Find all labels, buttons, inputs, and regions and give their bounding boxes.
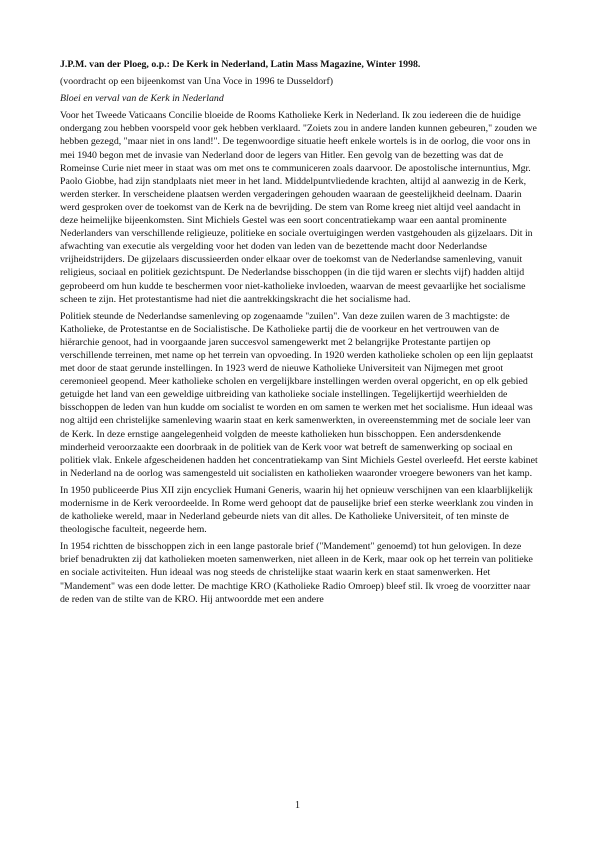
paragraph: Voor het Tweede Vaticaans Concilie bloeide de Rooms Katholieke Kerk in Nederland. Ik zou iedereen die de huidige ondergang zou hebben voorspeld voor gek hebben verklaard. "Zoiets zou in andere landen kunnen gebeuren," zouden we hebben gezegd, "maar niet in ons land!". De tegenwoordige situatie heeft enkele wortels is in de oorlog, die voor ons in mei 1940 begon met de invasie van Nederland door de legers van Hitler. Een gevolg van de bezetting was dat de Romeinse Curie niet meer in staat was om met ons te communiceren zoals daarvoor. De apostolische internuntius, Mgr. Paolo Giobbe, had zijn standplaats niet meer in het land. Middelpuntvliedende krachten, altijd al aanwezig in de Kerk, werden sterker. In verscheidene plaatsen werden vergaderingen gehouden waaraan de geestelijkheid deelnam. Daarin werd gesproken over de toekomst van de Kerk na de bevrijding. De stem van Rome kreeg niet altijd veel aandacht in deze heimelijke bijeenkomsten. Sint Michiels Gestel was een soort concentratiekamp waar een aantal prominente Nederlanders van verschillende religieuze, politieke en sociale overtuigingen werden vastgehouden als gijzelaars. Dit in afwachting van executie als vergelding voor het doden van leden van de bezettende macht door Nederlandse vrijheidstrijders. De gijzelaars discussieerden onder elkaar over de toekomst van de Nederlandse samenleving, vanuit religieus, sociaal en politiek gezichtspunt. De Nederlandse bisschoppen (in die tijd waren er slechts vijf) hadden altijd geprobeerd om hun kudde te beschermen voor niet-katholieke invloeden, waarvan de meest gevaarlijke het socialisme scheen te zijn. Het protestantisme had niet die aantrekkingskracht die het socialisme had. <box>60 110 537 305</box>
page-number: 1 <box>295 800 300 811</box>
document-title: J.P.M. van der Ploeg, o.p.: De Kerk in Nederland, Latin Mass Magazine, Winter 1998. <box>60 59 421 70</box>
section-heading: Bloei en verval van de Kerk in Nederland <box>60 93 224 105</box>
page-content <box>60 58 540 610</box>
paragraph: In 1954 richtten de bisschoppen zich in een lange pastorale brief ("Mandement" genoemd) tot hun gelovigen. In deze brief benadrukten zij dat katholieken moeten samenwerken, niet alleen in de Kerk, maar ook op het terrein van politieke en sociale activiteiten. Hun ideaal was nog steeds de christelijke staat waarin kerk en staat samenwerken. Het "Mandement" was een dode letter. De machtige KRO (Katholieke Radio Omroep) bleef stil. Ik vroeg de voorzitter naar de reden van de stilte van de KRO. Hij antwoordde met een andere <box>60 541 533 605</box>
paragraph: Politiek steunde de Nederlandse samenleving op zogenaamde "zuilen". Van deze zuilen waren de 3 machtigste: de Katholieke, de Protestantse en de Socialistische. De Katholieke partij die de voorkeur en het vertrouwen van de hiërarchie genoot, had in voorgaande jaren succesvol samengewerkt met 2 belangrijke Protestante partijen op verschillende terreinen, met name op het terrein van opvoeding. In 1920 werden katholieke scholen op een lijn geplaatst met door de staat gerunde instellingen. In 1923 werd de nieuwe Katholieke Universiteit van Nijmegen met groot ceremonieel geopend. Meer katholieke scholen en vergelijkbare instellingen werden overal opgericht, en op elk gebied getuigde het land van een geweldige uitbreiding van katholieke sociale instellingen. Tegelijkertijd weerhielden de bisschoppen de leden van hun kudde om socialist te worden en om samen te werken met het socialisme. Hun ideaal was nog altijd een christelijke samenleving waarin staat en kerk samenwerkten, in overeenstemming met de sociale leer van de Kerk. In deze ernstige aangelegenheid volgden de meeste katholieken hun bisschoppen. Een andersdenkende minderheid veroorzaakte een doorbraak in de politiek van de Kerk voor wat betreft de samenwerking op sociaal en politiek vlak. Enkele afgescheidenen hadden het concentratiekamp van Sint Michiels Gestel overleefd. Het eerste kabinet in Nederland na de oorlog was samengesteld uit socialisten en katholieken waaronder vroegere bewoners van het kamp. <box>60 310 538 479</box>
document-subtitle: (voordracht op een bijeenkomst van Una Voce in 1996 te Dusseldorf) <box>60 76 334 88</box>
paragraph: In 1950 publiceerde Pius XII zijn encycliek Humani Generis, waarin hij het opnieuw verschijnen van een klaarblijkelijk modernisme in de Kerk veroordeelde. In Rome werd gehoopt dat de pauselijke brief een sterke weerklank zou vinden in de katholieke wereld, maar in Nederland gebeurde niets van dit alles. De Katholieke Universiteit, of ten minste de theologische faculteit, negeerde hem. <box>60 484 534 536</box>
